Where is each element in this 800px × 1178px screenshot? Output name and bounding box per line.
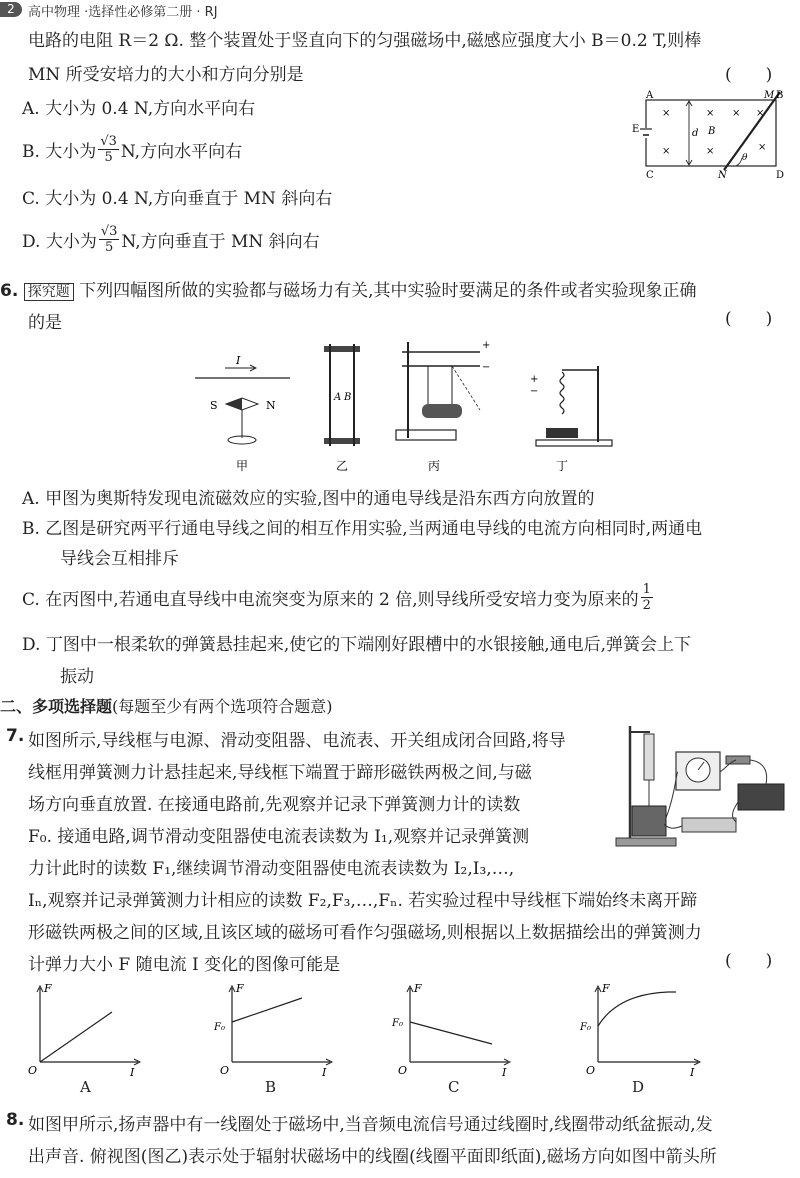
graph-b-curve [232, 998, 302, 1022]
q5-stem-line2: MN 所受安培力的大小和方向分别是 [28, 65, 304, 85]
field-cross: × [706, 146, 715, 157]
label-theta: θ [742, 153, 748, 163]
q5-option-d-fraction [99, 224, 120, 255]
spring [560, 372, 564, 414]
F0-label: F₀ [580, 1022, 591, 1033]
q6-stem-text: 下列四幅图所做的实验都与磁场力有关,其中实验时要满足的条件或者实验现象正确 [79, 281, 697, 301]
field-cross: × [732, 108, 741, 119]
battery-box [738, 784, 784, 810]
horseshoe-magnet [422, 404, 462, 418]
base [396, 430, 456, 440]
frac-den: 5 [104, 150, 113, 165]
label-B: B [344, 392, 352, 403]
origin-label: O [398, 1064, 408, 1077]
q7-number [6, 726, 24, 746]
label-N: N [266, 399, 276, 412]
q7-line-2: 线框用弹簧测力计悬挂起来,导线框下端置于蹄形磁铁两极之间,与磁 [28, 763, 532, 783]
figure-yi [324, 344, 360, 473]
section-2-heading [0, 694, 333, 717]
q5-option-b [22, 134, 242, 165]
axis-I-label: I [502, 1066, 507, 1079]
page-header [0, 0, 800, 20]
spring-scale [644, 734, 654, 780]
F0-label: F₀ [392, 1018, 403, 1029]
label-field-B: B [708, 126, 716, 137]
page-number: 2 [0, 2, 22, 17]
figure-label-ding: 丁 [556, 459, 569, 473]
q5-stem-line1: 电路的电阻 R＝2 Ω. 整个装置处于竖直向下的匀强磁场中,磁感应强度大小 B＝0.2 T,则棒 [28, 31, 702, 51]
axis-F-label: F [602, 982, 610, 995]
q5-circuit-figure [628, 88, 788, 180]
section-2-title: 二、多项选择题 [0, 697, 113, 716]
q5-option-d [22, 224, 320, 255]
q7-line-6: Iₙ,观察并记录弹簧测力计相应的读数 F₂,F₃,…,Fₙ. 若实验过程中导线框下端始终未离开蹄 [28, 891, 698, 911]
field-cross: × [662, 108, 671, 119]
q6-option-a: A. 甲图为奥斯特发现电流磁效应的实验,图中的通电导线是沿东西方向放置的 [22, 489, 595, 509]
q5-answer-paren: ( ) [725, 65, 773, 85]
axis-F-label: F [236, 982, 244, 995]
q7-line-1: 如图所示,导线框与电源、滑动变阻器、电流表、开关组成闭合回路,将导 [28, 731, 566, 751]
label-B: B [776, 90, 784, 101]
figure-bing [396, 340, 490, 473]
label-D: D [776, 170, 785, 180]
frac-num: √3 [100, 224, 118, 239]
rod-MN [724, 92, 780, 170]
q5-option-d-suffix: N,方向垂直于 MN 斜向右 [121, 232, 320, 252]
label-E: E [632, 124, 640, 135]
graph-b [213, 982, 332, 1079]
q5-option-b-fraction [98, 134, 119, 165]
q6-option-c [22, 582, 655, 613]
label-plus: + [530, 374, 539, 385]
frac-num: √3 [100, 134, 117, 149]
origin-label: O [28, 1064, 38, 1077]
field-cross: × [706, 108, 715, 119]
q7-graphs [18, 980, 738, 1080]
graph-a-label: A [80, 1078, 91, 1096]
q6-option-b-line2: 导线会互相排斥 [60, 549, 179, 569]
stand-base [616, 838, 676, 846]
horseshoe-magnet [632, 806, 666, 836]
label-S: S [210, 399, 218, 412]
graph-c-label: C [448, 1078, 460, 1096]
q8-line-1: 如图甲所示,扬声器中有一线圈处于磁场中,当音频电流信号通过线圈时,线圈带动纸盆振动,发 [28, 1115, 713, 1135]
graph-d-label: D [632, 1078, 645, 1096]
axis-F-label: F [414, 982, 422, 995]
q8-number-text: 8. [6, 1110, 25, 1130]
figure-ding [530, 366, 612, 473]
field-cross: × [758, 142, 767, 153]
switch [726, 756, 750, 764]
q6-figures [190, 338, 620, 478]
q6-answer-paren: ( ) [725, 309, 773, 329]
label-minus: − [530, 386, 539, 397]
q5-option-a: A. 大小为 0.4 N,方向水平向右 [22, 99, 256, 119]
axis-I-label: I [130, 1066, 135, 1079]
label-M: M [764, 90, 775, 101]
q6-option-c-prefix: C. 在丙图中,若通电直导线中电流突变为原来的 2 倍,则导线所受安培力变为原来的 [22, 590, 639, 610]
q7-line-4: F₀. 接通电路,调节滑动变阻器使电流表读数为 I₁,观察并记录弹簧测 [28, 827, 530, 847]
q6-tag: 探究题 [24, 283, 74, 301]
q6-number: 6. [0, 281, 19, 301]
figure-jia [195, 354, 290, 473]
label-A: A [334, 392, 342, 403]
q7-apparatus-figure [606, 722, 792, 858]
rheostat [682, 818, 736, 832]
label-d: d [692, 128, 699, 139]
q5-option-b-suffix: N,方向水平向右 [120, 142, 243, 162]
q7-line-3: 场方向垂直放置. 在接通电路前,先观察并记录下弹簧测力计的读数 [28, 795, 521, 815]
book-title: 高中物理 ·选择性必修第二册 · RJ [28, 5, 218, 20]
q5-option-c: C. 大小为 0.4 N,方向垂直于 MN 斜向右 [22, 189, 333, 209]
q8-line-2: 出声音. 俯视图(图乙)表示处于辐射状磁场中的线圈(线圈平面即纸面),磁场方向如图中箭头所 [28, 1147, 717, 1167]
frac-num: 1 [642, 582, 651, 597]
graph-a [28, 982, 140, 1079]
q6-stem-line2: 的是 [28, 313, 62, 333]
section-2-note: (每题至少有两个选项符合题意) [112, 697, 333, 716]
q6-option-b-line1: B. 乙图是研究两平行通电导线之间的相互作用实验,当两通电导线的电流方向相同时,两通电 [22, 519, 703, 539]
graph-d [579, 982, 700, 1079]
frac-den: 5 [104, 240, 114, 255]
q7-line-7: 形磁铁两极之间的区域,且该区域的磁场可看作匀强磁场,则根据以上数据描绘出的弹簧测力 [28, 923, 702, 943]
q5-option-b-prefix: B. 大小为 [22, 142, 97, 162]
label-minus: − [482, 362, 491, 373]
q6-option-d-line1: D. 丁图中一根柔软的弹簧悬挂起来,使它的下端刚好跟槽中的水银接触,通电后,弹簧会上下 [22, 635, 692, 655]
q6-option-c-fraction [641, 582, 653, 613]
axis-I-label: I [322, 1066, 327, 1079]
graph-b-label: B [265, 1078, 277, 1096]
q7-line-5: 力计此时的读数 F₁,继续调节滑动变阻器使电流表读数为 I₂,I₃,…, [28, 859, 515, 879]
label-N: N [718, 170, 727, 180]
axis-F-label: F [44, 982, 52, 995]
q7-line-8: 计弹力大小 F 随电流 I 变化的图像可能是 [28, 955, 341, 975]
graph-c-curve [410, 1022, 492, 1044]
axis-I-label: I [690, 1066, 695, 1079]
frac-den: 2 [642, 598, 651, 613]
graph-c [391, 982, 510, 1079]
figure-label-bing: 丙 [428, 459, 441, 473]
q6-stem-line1 [0, 276, 697, 301]
F0-label: F₀ [214, 1022, 225, 1033]
q5-option-d-prefix: D. 大小为 [22, 232, 97, 252]
figure-label-yi: 乙 [336, 459, 349, 473]
q7-number-text: 7. [6, 726, 25, 746]
graph-a-curve [40, 1012, 112, 1062]
figure-label-jia: 甲 [236, 459, 249, 473]
origin-label: O [220, 1064, 230, 1077]
mercury-trough [546, 428, 578, 438]
q6-option-d-line2: 振动 [60, 667, 94, 687]
label-A: A [646, 90, 654, 101]
q7-answer-paren: ( ) [725, 951, 773, 971]
graph-d-curve [598, 992, 676, 1026]
label-C: C [646, 170, 654, 180]
origin-label: O [586, 1064, 596, 1077]
field-cross: × [662, 146, 671, 157]
q8-number [6, 1110, 24, 1130]
field-cross: × [756, 108, 765, 119]
label-I: I [236, 354, 241, 367]
label-plus: + [482, 340, 491, 351]
